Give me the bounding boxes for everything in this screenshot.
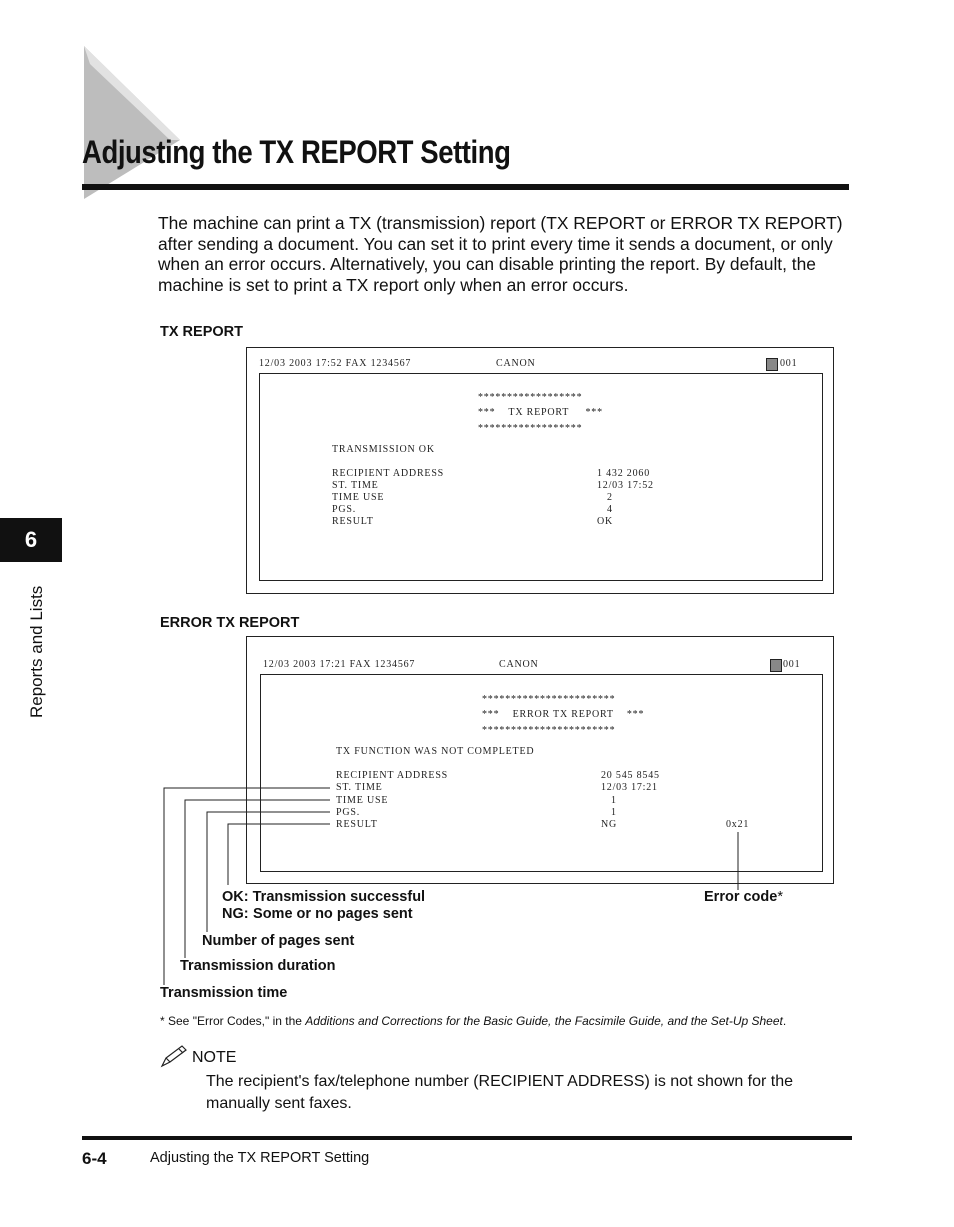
error-header-left: 12/03 2003 17:21 FAX 1234567 — [263, 659, 416, 670]
tx-row-value: 12/03 17:52 — [597, 480, 654, 491]
callout-error-code-text: Error code — [704, 889, 778, 905]
callout-ok — [222, 889, 425, 905]
tx-row-value: 2 — [607, 492, 613, 503]
error-code-value: 0x21 — [726, 819, 750, 830]
callout-ng — [222, 906, 413, 922]
tx-row-label: RESULT — [332, 516, 374, 527]
error-row-label: RESULT — [336, 819, 378, 830]
callout-time: Transmission time — [160, 985, 288, 1001]
error-row-value: 20 545 8545 — [601, 770, 660, 781]
error-stars-bottom: *********************** — [482, 725, 616, 736]
error-row-value: 12/03 17:21 — [601, 782, 658, 793]
note-heading: NOTE — [192, 1049, 237, 1066]
tx-row-value: OK — [597, 516, 614, 527]
callout-ok-text: Transmission successful — [252, 889, 426, 905]
callout-pages: Number of pages sent — [202, 933, 355, 949]
tx-stars-top: ****************** — [478, 392, 583, 403]
page-title: Adjusting the TX REPORT Setting — [82, 134, 511, 170]
note-text: The recipient's fax/telephone number (RECIPIENT ADDRESS) is not shown for the manually sent faxes. — [206, 1073, 794, 1112]
callout-error-code-mark: * — [777, 889, 783, 905]
error-row-label: TIME USE — [336, 795, 389, 806]
error-header-right: 001 — [783, 659, 801, 670]
callout-ng-key: NG: — [222, 906, 249, 922]
footer-rule — [82, 1136, 852, 1140]
tx-row-label: TIME USE — [332, 492, 385, 503]
tx-report-label: TX REPORT — [160, 324, 243, 340]
tx-stars-bottom: ****************** — [478, 423, 583, 434]
footnote-italic: Additions and Corrections for the Basic Guide, the Facsimile Guide, and the Set-Up Sheet — [305, 1014, 783, 1028]
footnote-suffix: . — [782, 1014, 787, 1028]
error-header-center: CANON — [499, 659, 539, 670]
tx-header-left: 12/03 2003 17:52 FAX 1234567 — [259, 358, 412, 369]
error-row-label: PGS. — [336, 807, 361, 818]
intro-paragraph: The machine can print a TX (transmission) report (TX REPORT or ERROR TX REPORT) after sending a document. You can set it to print every time it sends a document, or only when an error occurs. Alternatively, you can disable printing the report. By default, the machine is set to print a TX report only when an error occurs. — [158, 213, 843, 295]
tx-report-heading: *** TX REPORT *** — [478, 407, 603, 418]
error-row-label: ST. TIME — [336, 782, 383, 793]
footer-section: Adjusting the TX REPORT Setting — [150, 1150, 370, 1166]
callout-error-code — [704, 889, 783, 905]
tx-row-label: ST. TIME — [332, 480, 379, 491]
error-row-value: NG — [601, 819, 618, 830]
error-stars-top: *********************** — [482, 694, 616, 705]
error-report-label: ERROR TX REPORT — [160, 615, 300, 631]
tx-row-value: 1 432 2060 — [597, 468, 650, 479]
error-row-value: 1 — [611, 795, 617, 806]
footnote — [160, 1014, 786, 1028]
tx-header-right: 001 — [780, 358, 798, 369]
tx-row-label: RECIPIENT ADDRESS — [332, 468, 445, 479]
side-chapter-label: Reports and Lists — [27, 585, 46, 718]
error-row-value: 1 — [611, 807, 617, 818]
callout-ok-key: OK: — [222, 889, 249, 905]
tx-row-value: 4 — [607, 504, 613, 515]
tx-status: TRANSMISSION OK — [332, 444, 435, 455]
callout-ng-text: Some or no pages sent — [253, 906, 413, 922]
tx-row-label: PGS. — [332, 504, 357, 515]
error-report-heading: *** ERROR TX REPORT *** — [482, 709, 645, 720]
error-row-label: RECIPIENT ADDRESS — [336, 770, 449, 781]
tx-header-center: CANON — [496, 358, 536, 369]
error-status: TX FUNCTION WAS NOT COMPLETED — [336, 746, 535, 757]
callout-duration: Transmission duration — [180, 958, 336, 974]
footer-page-number: 6-4 — [82, 1149, 107, 1168]
pencil-icon — [158, 1044, 188, 1070]
footnote-prefix: * See "Error Codes," in the — [160, 1014, 306, 1028]
chapter-tab[interactable]: 6 — [0, 518, 62, 562]
